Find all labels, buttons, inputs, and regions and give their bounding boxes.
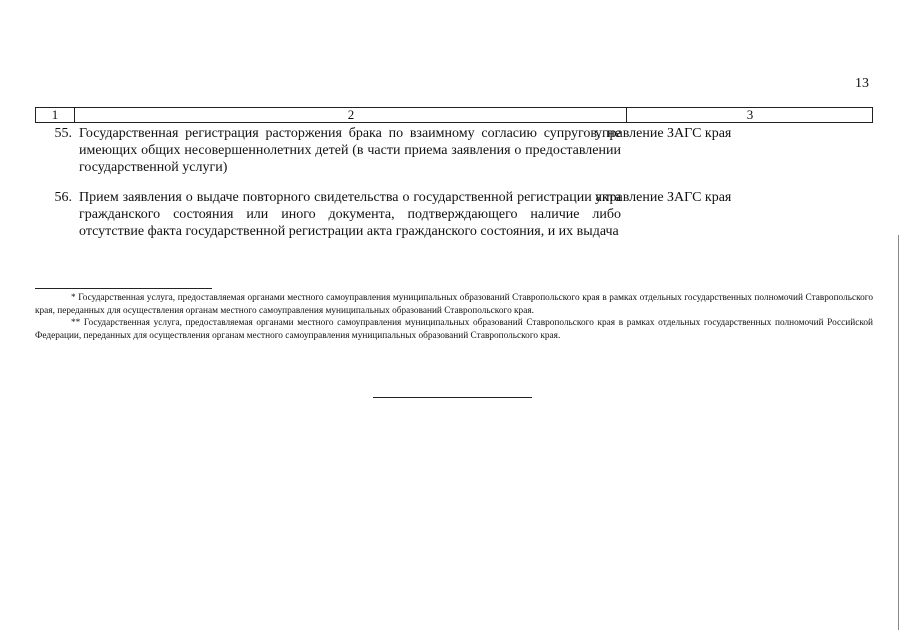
header-col-2: 2: [74, 108, 627, 122]
row-number: 56.: [54, 190, 72, 205]
row-organization: управление ЗАГС края: [595, 190, 732, 205]
footnotes: [35, 292, 873, 342]
row-organization: управление ЗАГС края: [595, 126, 732, 141]
end-separator: [373, 397, 532, 398]
footnote-2: ** Государственная услуга, предоставляемая органами местного самоуправления муниципальных образований Ставропольского края в рамках отдельных государственных полномочий Российской Федерации, переданных для осуществления органам местного самоуправления муниципальных образований Ставропольского края.: [35, 318, 873, 341]
page-number: 13: [855, 76, 869, 91]
header-col-3: 3: [626, 108, 873, 122]
scan-margin-line: [898, 235, 899, 630]
footnote-1: * Государственная услуга, предоставляемая органами местного самоуправления муниципальных образований Ставропольского края в рамках отдельных государственных полномочий Ставропольского края, переданных для осуществления органам местного самоуправления муниципальных образований Ставропольского края.: [35, 293, 873, 316]
header-col-1: 1: [51, 107, 59, 122]
table-header: [35, 107, 873, 123]
row-description: Прием заявления о выдаче повторного свидетельства о государственной регистрации акта гражданского состояния или иного документа, подтверждающего наличие либо отсутствие факта государственной регистрации акта гражданского состояния, и их выдача: [79, 190, 621, 239]
row-description: Государственная регистрация расторжения брака по взаимному согласию супругов, не имеющих общих несовершеннолетних детей (в части приема заявления о предоставлении государственной услуги): [79, 126, 621, 175]
row-number: 55.: [54, 126, 72, 141]
footnote-separator: [35, 288, 212, 289]
